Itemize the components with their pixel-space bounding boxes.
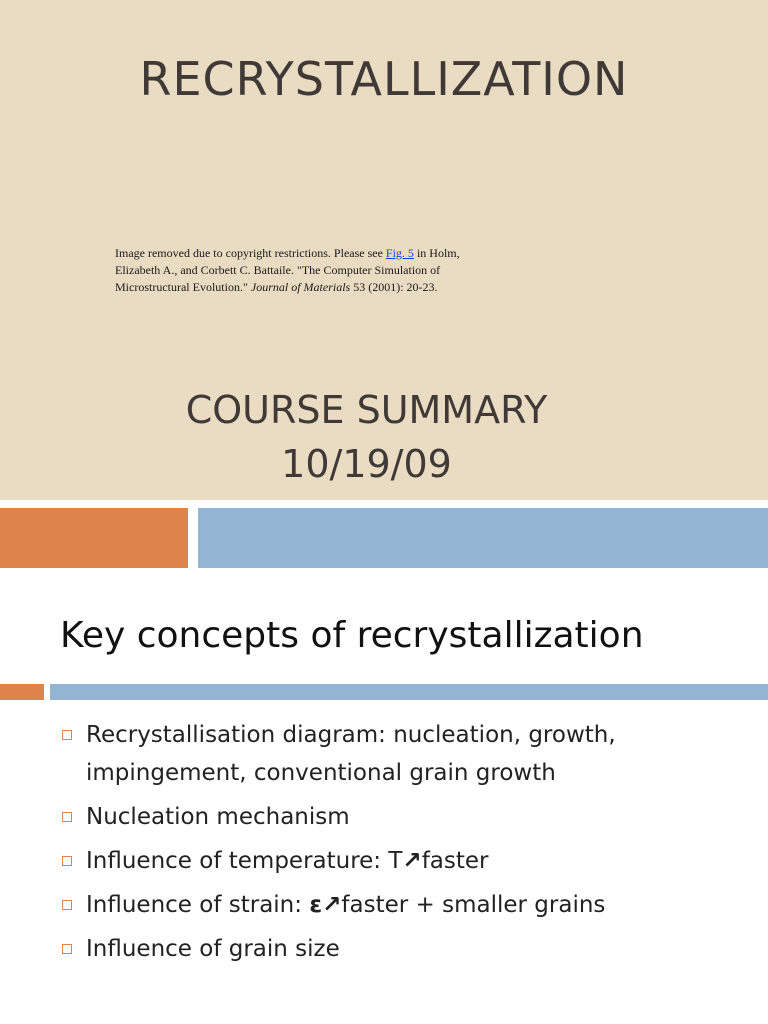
- bullet-item: [60, 716, 760, 792]
- slide-title: RECRYSTALLIZATION: [139, 52, 629, 106]
- subtitle-line-2: 10/19/09: [281, 442, 452, 486]
- bullet-text: Recrystallisation diagram: nucleation, growth,: [86, 722, 616, 748]
- up-arrow-icon: ↗: [322, 892, 342, 918]
- section-title: Key concepts of recrystallization: [60, 615, 644, 656]
- bullet-item: [60, 886, 760, 924]
- copyright-notice: [115, 245, 495, 296]
- notice-journal: Journal of Materials: [250, 280, 351, 294]
- orange-bar: [0, 684, 44, 700]
- up-arrow-icon: ↗: [402, 848, 422, 874]
- epsilon-symbol: ε: [309, 892, 323, 918]
- bullet-square-icon: [62, 944, 72, 954]
- bullet-text: faster + smaller grains: [341, 892, 606, 918]
- bullet-text: faster: [421, 848, 489, 874]
- title-slide: [0, 0, 768, 500]
- bullet-text: Influence of temperature: T: [86, 848, 403, 874]
- slide-subtitle: [0, 383, 733, 491]
- bullet-item: [60, 930, 760, 968]
- fig-5-link[interactable]: Fig. 5: [385, 246, 414, 260]
- bullet-square-icon: [62, 900, 72, 910]
- notice-prefix: Image removed due to copyright restrictions. Please see: [115, 246, 386, 260]
- bullet-text: Nucleation mechanism: [86, 804, 350, 830]
- bullet-item: [60, 842, 760, 880]
- bullet-text: impingement, conventional grain growth: [86, 760, 556, 786]
- blue-band: [198, 508, 768, 568]
- bullet-list: [60, 716, 760, 974]
- notice-suffix: 53 (2001): 20-23.: [350, 280, 438, 294]
- bullet-square-icon: [62, 812, 72, 822]
- blue-bar: [50, 684, 768, 700]
- bullet-square-icon: [62, 856, 72, 866]
- bullet-item: [60, 798, 760, 836]
- bullet-square-icon: [62, 730, 72, 740]
- notice-middle: in Holm, Elizabeth A., and Corbett C. Battaile. "The Computer Simulation of Microstructural Evolution.": [115, 246, 460, 294]
- subtitle-line-1: COURSE SUMMARY: [185, 388, 548, 432]
- orange-band: [0, 508, 188, 568]
- bullet-text: Influence of grain size: [86, 936, 340, 962]
- bullet-text: Influence of strain:: [86, 892, 310, 918]
